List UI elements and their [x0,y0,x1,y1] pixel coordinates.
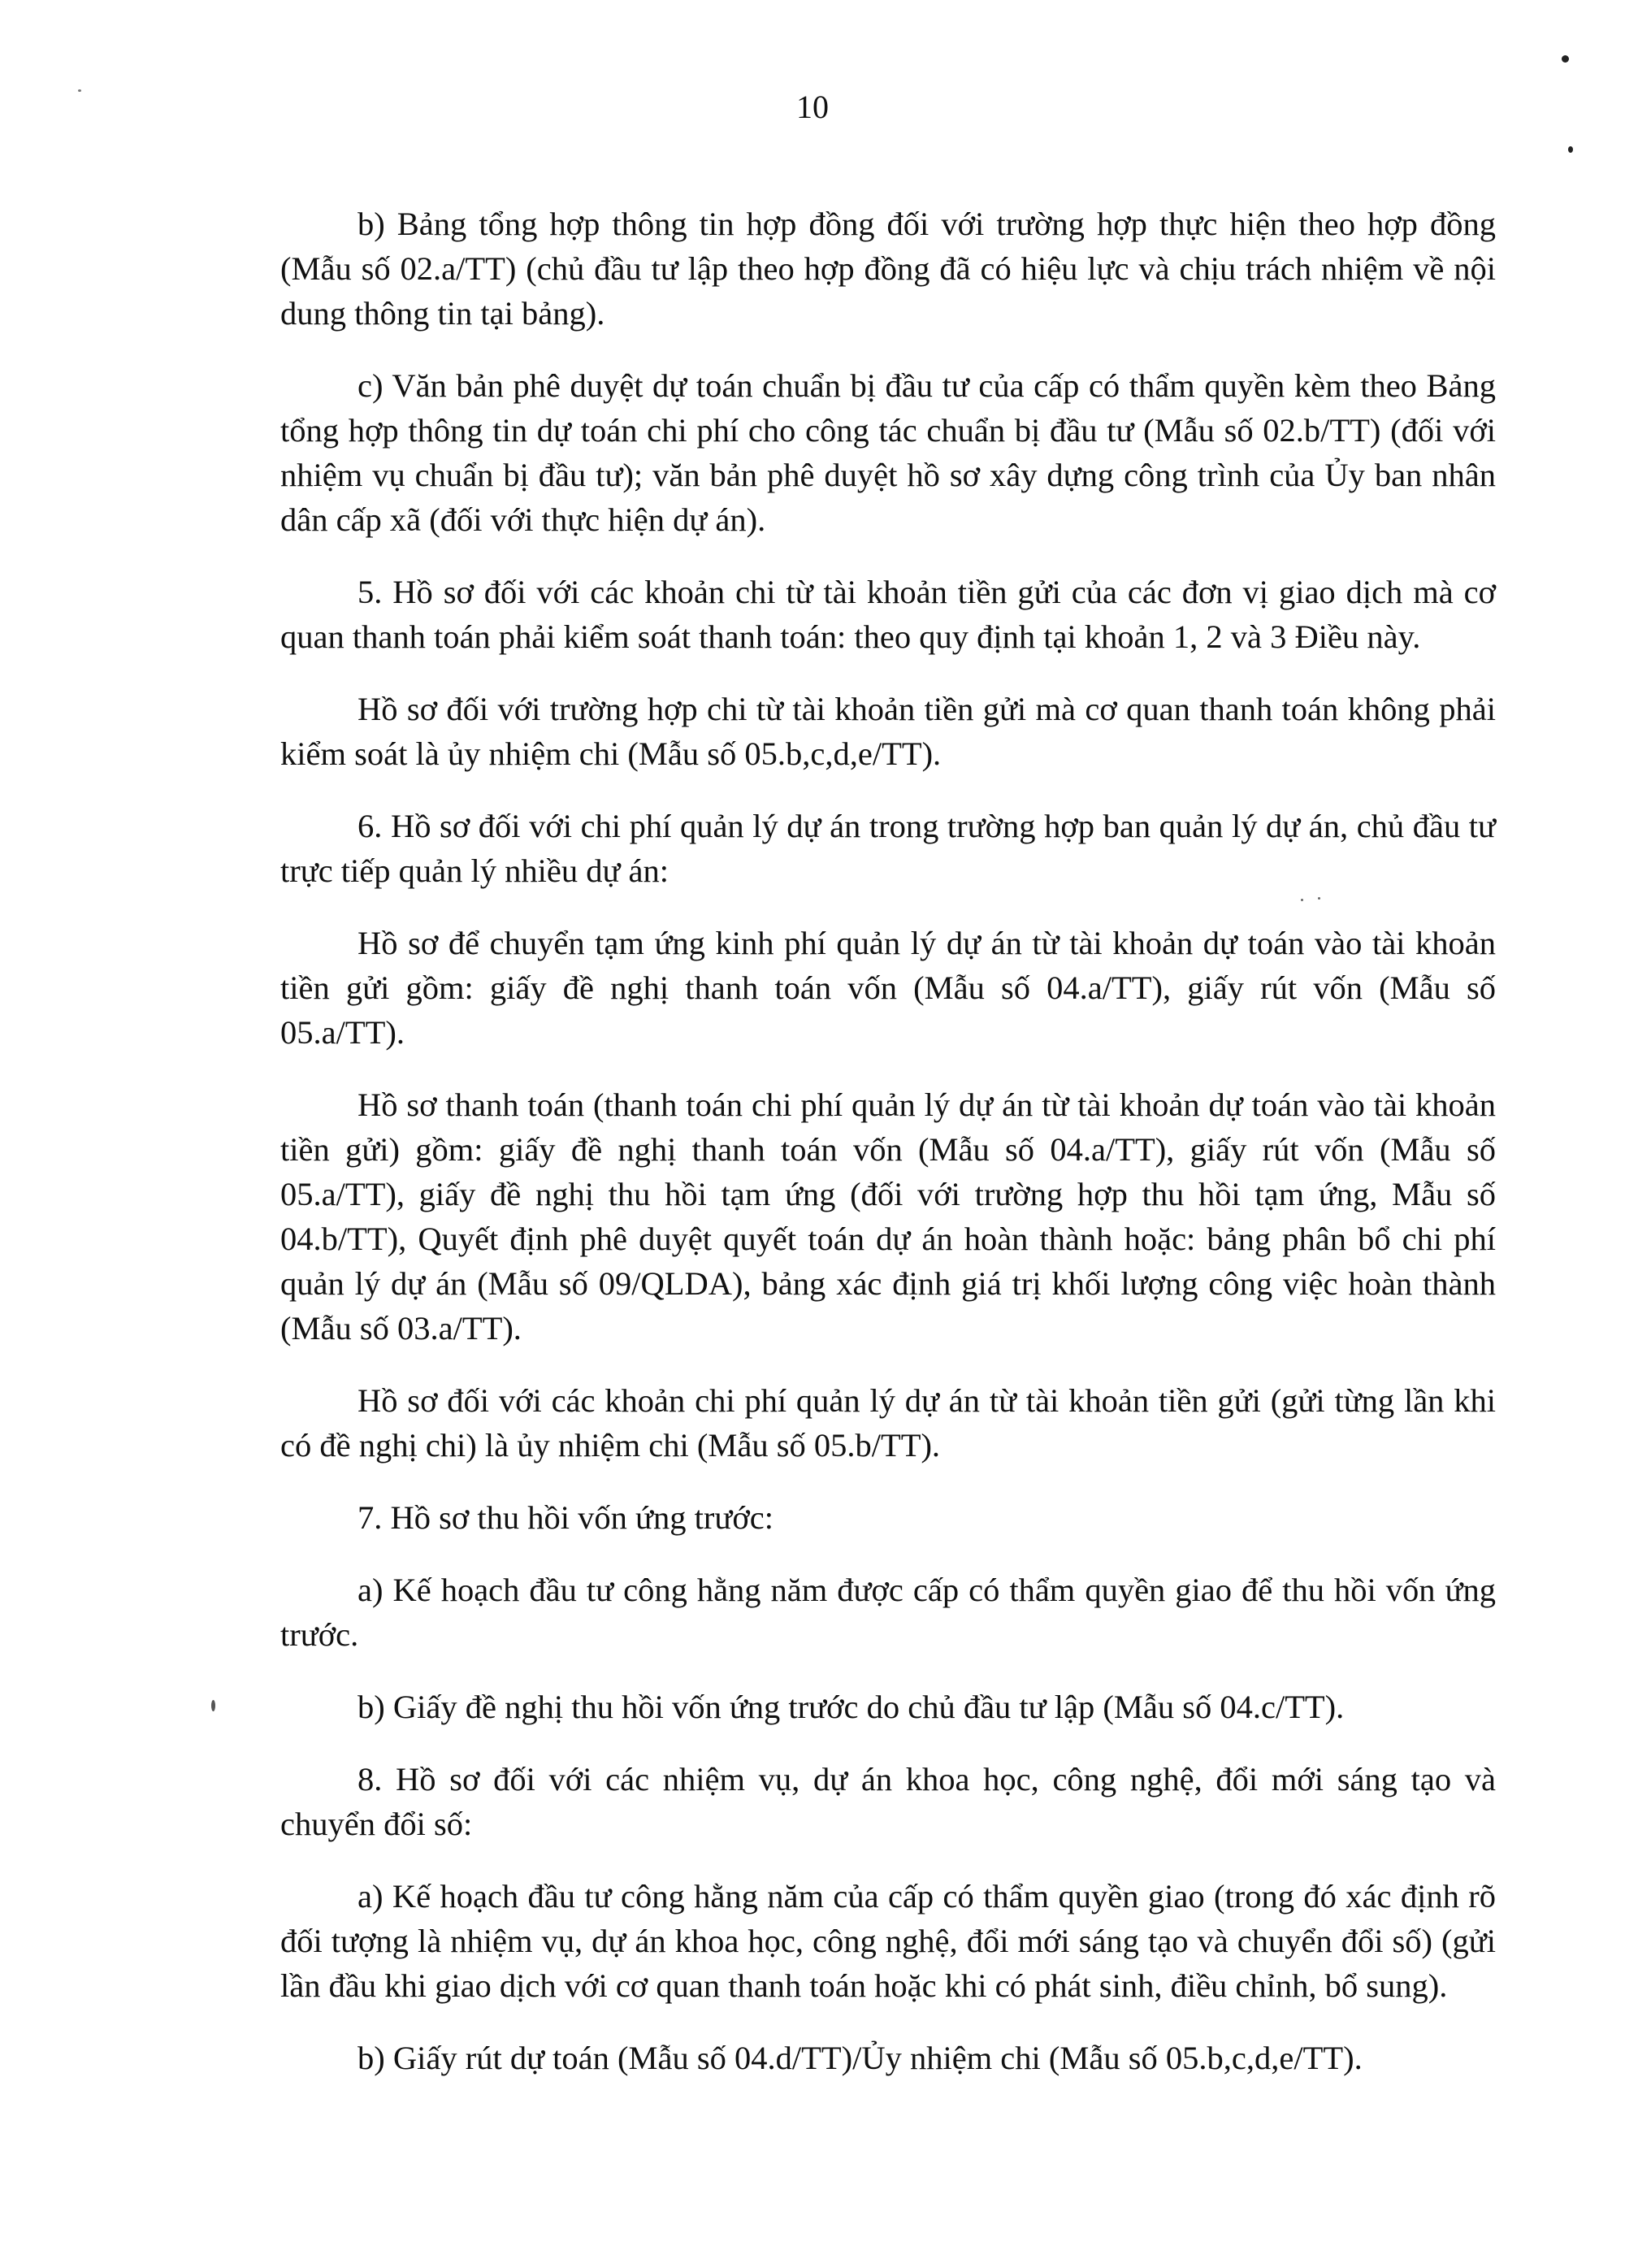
paragraph-6-payment-documents: Hồ sơ thanh toán (thanh toán chi phí quản lý dự án từ tài khoản dự toán vào tài khoản tiền gửi) gồm: giấy đề nghị thanh toán vốn (Mẫu số 04.a/TT), giấy rút vốn (Mẫu số 05.a/TT), giấy đề nghị thu hồi tạm ứng (đối với trường hợp thu hồi tạm ứng, Mẫu số 04.b/TT), Quyết định phê duyệt quyết toán dự án hoàn thành hoặc: bảng phân bổ chi phí quản lý dự án (Mẫu số 09/QLDA), bảng xác định giá trị khối lượng công việc hoàn thành (Mẫu số 03.a/TT). [280,1086,1496,1346]
document-body [280,202,1496,2108]
paragraph-6-advance-transfer: Hồ sơ để chuyển tạm ứng kinh phí quản lý dự án từ tài khoản dự toán vào tài khoản tiền gửi gồm: giấy đề nghị thanh toán vốn (Mẫu số 04.a/TT), giấy rút vốn (Mẫu số 05.a/TT). [280,925,1496,1051]
scan-speck [211,1700,215,1711]
paragraph-7-heading: 7. Hồ sơ thu hồi vốn ứng trước: [358,1499,774,1536]
paragraph-8b-withdrawal: b) Giấy rút dự toán (Mẫu số 04.d/TT)/Ủy nhiệm chi (Mẫu số 05.b,c,d,e/TT). [358,2040,1363,2076]
paragraph-8-heading: 8. Hồ sơ đối với các nhiệm vụ, dự án khoa học, công nghệ, đổi mới sáng tạo và chuyển đổi số: [280,1761,1496,1842]
paragraph-7a-annual-plan: a) Kế hoạch đầu tư công hằng năm được cấp có thẩm quyền giao để thu hồi vốn ứng trước. [280,1572,1496,1653]
paragraph-6-project-management-costs: 6. Hồ sơ đối với chi phí quản lý dự án trong trường hợp ban quản lý dự án, chủ đầu tư trực tiếp quản lý nhiều dự án: [280,808,1496,889]
paragraph-7b-recovery-request: b) Giấy đề nghị thu hồi vốn ứng trước do chủ đầu tư lập (Mẫu số 04.c/TT). [358,1689,1345,1725]
scan-speck [1568,146,1573,153]
paragraph-5-deposit-account-payments: 5. Hồ sơ đối với các khoản chi từ tài khoản tiền gửi của các đơn vị giao dịch mà cơ quan thanh toán phải kiểm soát thanh toán: theo quy định tại khoản 1, 2 và 3 Điều này. [280,574,1496,655]
paragraph-8a-annual-plan: a) Kế hoạch đầu tư công hằng năm của cấp có thẩm quyền giao (trong đó xác định rõ đối tượng là nhiệm vụ, dự án khoa học, công nghệ, đổi mới sáng tạo và chuyển đổi số) (gửi lần đầu khi giao dịch với cơ quan thanh toán hoặc khi có phát sinh, điều chỉnh, bổ sung). [280,1878,1496,2004]
paragraph-4b-contract-summary: b) Bảng tổng hợp thông tin hợp đồng đối với trường hợp thực hiện theo hợp đồng (Mẫu số 02.a/TT) (chủ đầu tư lập theo hợp đồng đã có hiệu lực và chịu trách nhiệm về nội dung thông tin tại bảng). [280,206,1496,332]
paragraph-5-uncontrolled-payments: Hồ sơ đối với trường hợp chi từ tài khoản tiền gửi mà cơ quan thanh toán không phải kiểm soát là ủy nhiệm chi (Mẫu số 05.b,c,d,e/TT). [280,691,1496,772]
page-number: 10 [796,89,829,125]
scan-speck [1562,55,1569,63]
paragraph-6-deposit-expenses: Hồ sơ đối với các khoản chi phí quản lý dự án từ tài khoản tiền gửi (gửi từng lần khi có đề nghị chi) là ủy nhiệm chi (Mẫu số 05.b/TT). [280,1382,1496,1464]
paragraph-4c-preparation-estimate: c) Văn bản phê duyệt dự toán chuẩn bị đầu tư của cấp có thẩm quyền kèm theo Bảng tổng hợp thông tin dự toán chi phí cho công tác chuẩn bị đầu tư (Mẫu số 02.b/TT) (đối với nhiệm vụ chuẩn bị đầu tư); văn bản phê duyệt hồ sơ xây dựng công trình của Ủy ban nhân dân cấp xã (đối với thực hiện dự án). [280,367,1496,538]
